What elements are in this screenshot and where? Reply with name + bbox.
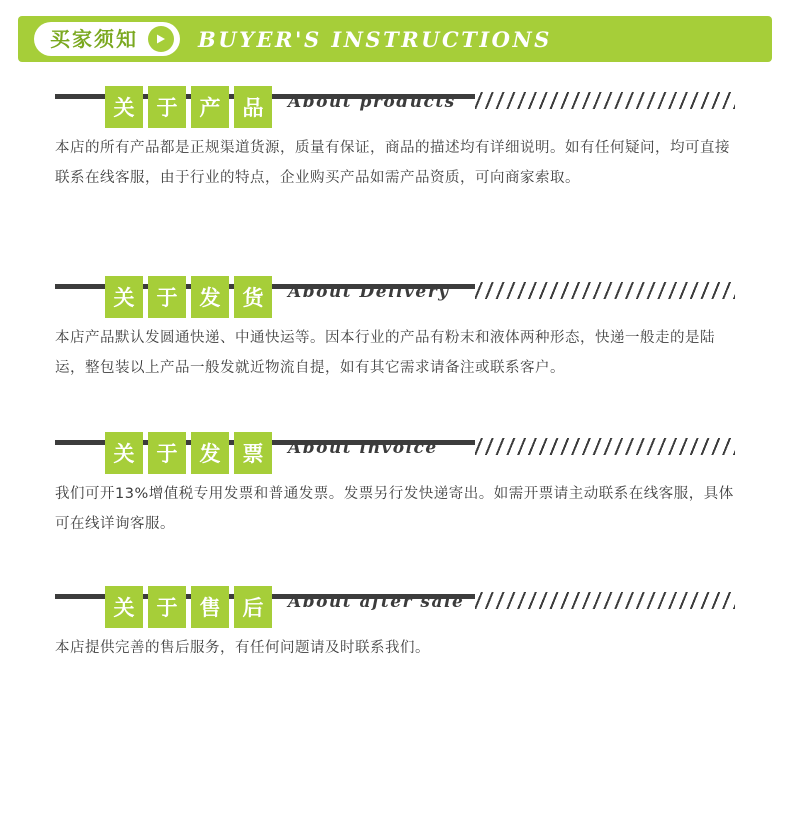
section-body-text: 我们可开13%增值税专用发票和普通发票。发票另行发快递寄出。如需开票请主动联系在线客服，具体可在线详询客服。 — [55, 486, 734, 532]
section-header — [55, 432, 735, 480]
hatch-decoration — [475, 92, 735, 109]
banner-chinese-title-pill — [34, 22, 180, 56]
title-char-box: 关 — [105, 432, 143, 474]
section-chinese-title — [105, 586, 272, 628]
section-about-products — [0, 86, 790, 193]
section-body-text: 本店产品默认发圆通快递、中通快运等。因本行业的产品有粉末和液体两种形态，快递一般走的是陆运，整包装以上产品一般发就近物流自提，如有其它需求请备注或联系客户。 — [55, 330, 715, 376]
section-header — [55, 276, 735, 324]
section-body-text: 本店的所有产品都是正规渠道货源，质量有保证，商品的描述均有详细说明。如有任何疑问，均可直接联系在线客服，由于行业的特点，企业购买产品如需产品资质，可向商家索取。 — [55, 140, 730, 186]
title-char-box: 于 — [148, 432, 186, 474]
section-body-text: 本店提供完善的售后服务，有任何问题请及时联系我们。 — [55, 640, 430, 656]
title-char-box: 于 — [148, 586, 186, 628]
section-about-after-sale — [0, 586, 790, 664]
section-chinese-title — [105, 276, 272, 318]
title-char-box: 产 — [191, 86, 229, 128]
section-header — [55, 586, 735, 634]
title-char-box: 发 — [191, 432, 229, 474]
title-char-box: 关 — [105, 586, 143, 628]
arrow-right-icon — [148, 26, 174, 52]
section-english-title: About after sale — [288, 592, 465, 612]
section-english-title: About products — [288, 92, 456, 112]
title-char-box: 票 — [234, 432, 272, 474]
hatch-decoration — [475, 282, 735, 299]
title-char-box: 售 — [191, 586, 229, 628]
section-header — [55, 86, 735, 134]
title-char-box: 于 — [148, 276, 186, 318]
banner-chinese-title: 买家须知 — [50, 27, 138, 51]
section-english-title: About Delivery — [288, 282, 450, 302]
hatch-decoration — [475, 438, 735, 455]
banner-english-title: BUYER'S INSTRUCTIONS — [198, 26, 552, 52]
section-about-delivery — [0, 276, 790, 383]
section-about-invoice — [0, 432, 790, 539]
title-char-box: 货 — [234, 276, 272, 318]
title-char-box: 关 — [105, 86, 143, 128]
section-chinese-title — [105, 86, 272, 128]
title-char-box: 品 — [234, 86, 272, 128]
title-char-box: 后 — [234, 586, 272, 628]
buyer-instructions-banner — [18, 16, 772, 62]
title-char-box: 于 — [148, 86, 186, 128]
hatch-decoration — [475, 592, 735, 609]
section-chinese-title — [105, 432, 272, 474]
section-english-title: About invoice — [288, 438, 438, 458]
title-char-box: 关 — [105, 276, 143, 318]
title-char-box: 发 — [191, 276, 229, 318]
